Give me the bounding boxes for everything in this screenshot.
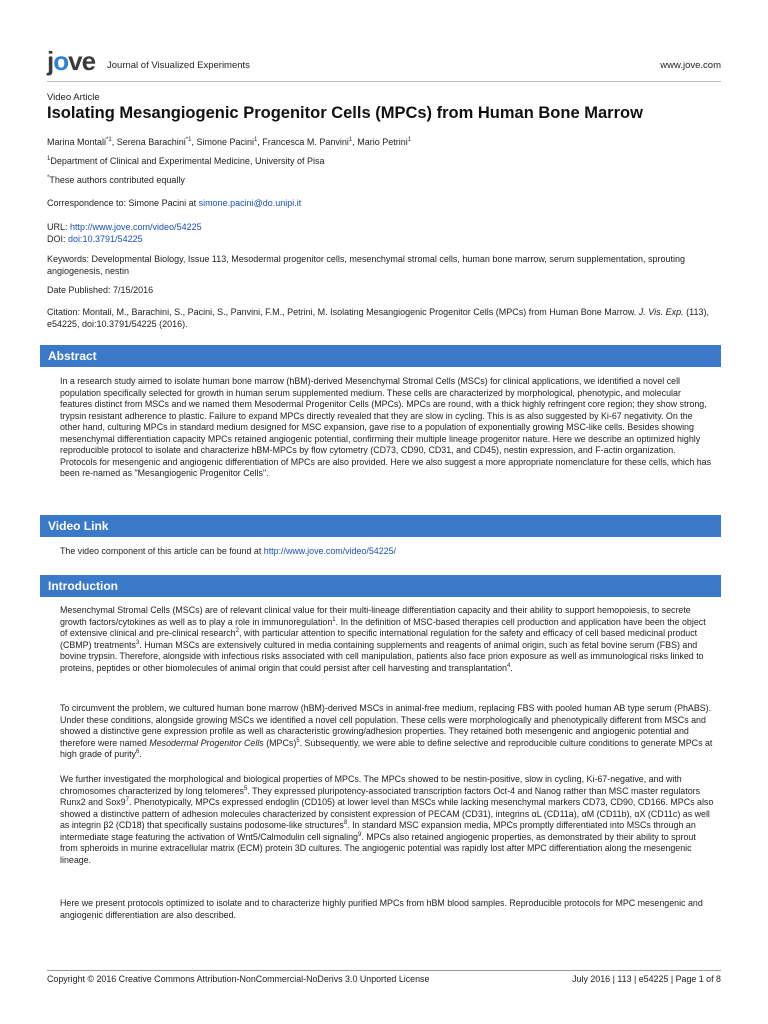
jove-logo[interactable]: jove bbox=[47, 46, 96, 76]
author-name: Marina Montali bbox=[47, 137, 107, 147]
intro-paragraph-4: Here we present protocols optimized to isolate and to characterize highly purified MPCs from hBM blood samples. Reproducible protocols for MPC mesengenic and angiogenic differentiation are also described. bbox=[60, 898, 703, 920]
intro-paragraph-3: We further investigated the morphological and biological properties of MPCs. The MPCs showed to be nestin-positive, slow in cycling, Ki-67-negative, and with chromosomes characterized by long telomeres$^5$. They expressed pluripotency-associated transcription factors Oct-4 and Nanog rather than MSC master regulators Runx2 and $Sox9^7$. Phenotypically, MPCs expressed endoglin (CD105) at lower level than MSCs while lacking mesenchymal markers CD73, CD90, CD166. MPCs also showed a distinctive pattern of adhesion molecules characterized by consistent expression of PECAM (CD31), integrins αL (CD11a), αM (CD11b), αX (CD11c) as well as integrin β2 (CD18) that specifically sustains podosome-like structures$^8$. In standard MSC expansion media, MPCs promptly differentiated into MSCs through an intermediate stage featuring the activation of Wnt5/Calmodulin cell signaling$^9$. MPCs also retained angiogenic properties, as demonstrated by their ability to sprout from spheroids in murine extracellular matrix (ECM) protein 3D cultures. The angiogenic potential was rapidly lost after MPC differentiation along the mesengenic lineage. bbox=[60, 774, 714, 865]
article-url-line: URL: http://www.jove.com/video/54225 bbox=[47, 222, 202, 232]
introduction-heading: Introduction bbox=[40, 575, 721, 597]
video-link-text: The video component of this article can be found at http://www.jove.com/video/54225/ bbox=[60, 546, 396, 556]
article-doi-link[interactable]: doi:10.3791/54225 bbox=[68, 234, 143, 244]
article-url-link[interactable]: http://www.jove.com/video/54225 bbox=[70, 222, 202, 232]
correspondence-email-link[interactable]: simone.pacini@do.unipi.it bbox=[198, 198, 302, 208]
equal-contribution-note: *These authors contributed equally bbox=[47, 175, 185, 185]
author-list: Marina Montali$^{*1}$, Serena Barachini$^{*1}$, Simone Pacini$^1$, Francesca M. Panvini$^1$, Mario Petrini$^1$ bbox=[47, 137, 412, 147]
abstract-text: In a research study aimed to isolate human bone marrow (hBM)-derived Mesenchymal Stromal Cells (MSCs) for clinical applications, we identified a novel cell population specifically selected for growth in human serum supplemented medium. These cells are characterized by morphological, phenotypic, and molecular features distinct from MSCs and we named them Mesodermal Progenitor Cells (MPCs). MPCs are round, with a thick highly refringent core region; they show strong, trypsin resistant adherence to plastic. Failure to expand MPCs directly revealed that they are slow in cycling. This is as also suggested by Ki-67 negativity. On the other hand, culturing MPCs in standard medium designed for MSC expansion, gave rise to a population of exponentially growing MSC-like cells. Besides showing mesenchymal differentiation capacity MPCs retained angiogenic potential, confirming their multiple lineage progenitor nature. Here we describe an optimized highly reproducible protocol to isolate and characterize hBM-MPCs by flow cytometry (CD73, CD90, CD31, and CD45), nestin expression, and F-actin organization. Protocols for mesengenic and angiogenic differentiation of MPCs are also provided. Here we also suggest a more appropriate nomenclature for these cells, which has been re-named as "Mesangiogenic Progenitor Cells". bbox=[60, 376, 712, 478]
article-doi-line: DOI: doi:10.3791/54225 bbox=[47, 234, 143, 244]
citation: Citation: Montali, M., Barachini, S., Pacini, S., Panvini, F.M., Petrini, M. Isolating Mesangiogenic Progenitor Cells (MPCs) from Human Bone Marrow. J. Vis. Exp. (113), e54225, doi:10.3791/54225 (2016). bbox=[47, 307, 709, 329]
video-url-link[interactable]: http://www.jove.com/video/54225/ bbox=[263, 546, 396, 556]
keywords: Keywords: Developmental Biology, Issue 113, Mesodermal progenitor cells, mesenchymal stromal cells, human bone marrow, serum supplementation, sprouting angiogenesis, nestin bbox=[47, 254, 685, 276]
site-url-link[interactable]: www.jove.com bbox=[660, 60, 721, 71]
author-name: Francesca M. Panvini bbox=[262, 137, 349, 147]
footer-divider bbox=[47, 970, 721, 971]
footer-copyright: Copyright © 2016 Creative Commons Attribution-NonCommercial-NoDerivs 3.0 Unported License bbox=[47, 974, 430, 984]
affiliation: $^1$Department of Clinical and Experimental Medicine, University of Pisa bbox=[47, 156, 325, 166]
journal-name: Journal of Visualized Experiments bbox=[107, 60, 250, 71]
intro-paragraph-1: Mesenchymal Stromal Cells (MSCs) are of relevant clinical value for their multi-lineage differentiation capacity and their ability to support hemopoiesis, to secrete growth factors/cytokines as well as to play a role in immunoregulation$^1$. In the definition of MSC-based therapies cell production and application have been the object of extensive clinical and pre-clinical research$^2$, with particular attention to specific international regulation for the safety and efficacy of cell based medicinal product (CBMP) treatments$^3$. Human MSCs are extensively cultured in media containing supplements and reagents of animal origin, such as fetal bovine serum (FBS) and bovine trypsin. Therefore, alongside with infectious risks associated with cell manipulation, patients also face prion exposure as well as immunological risks linked to proteins, peptides or other biomolecules of animal origin that could persist after cell harvesting and transplantation$^4$. bbox=[60, 605, 706, 673]
journal-header bbox=[47, 46, 721, 80]
video-link-heading: Video Link bbox=[40, 515, 721, 537]
date-published: Date Published: 7/15/2016 bbox=[47, 285, 154, 295]
abstract-heading: Abstract bbox=[40, 345, 721, 367]
author-name: Serena Barachini bbox=[116, 137, 186, 147]
header-divider bbox=[47, 81, 721, 82]
author-name: Mario Petrini bbox=[357, 137, 408, 147]
correspondence: Correspondence to: Simone Pacini at simone.pacini@do.unipi.it bbox=[47, 198, 302, 208]
article-title: Isolating Mesangiogenic Progenitor Cells (MPCs) from Human Bone Marrow bbox=[47, 104, 643, 122]
article-type: Video Article bbox=[47, 92, 100, 103]
author-name: Simone Pacini bbox=[196, 137, 254, 147]
intro-paragraph-2: To circumvent the problem, we cultured human bone marrow (hBM)-derived MSCs in animal-free medium, replacing FBS with pooled human AB type serum (PhABS). Under these conditions, alongside growing MSCs we identified a novel cell population. These cells were morphologically and phenotypically different from MSCs and showed a distinctive gene expression profile as well as characteristic growing/adhesion properties. They retained both mesengenic and angiogenic potential and therefore were named Mesodermal Progenitor Cells (MPCs)$^5$. Subsequently, we were able to define selective and reproducible culture conditions to generate MPCs at high grade of purity$^6$. bbox=[60, 703, 713, 759]
footer-page-info: July 2016 | 113 | e54225 | Page 1 of 8 bbox=[572, 974, 721, 984]
